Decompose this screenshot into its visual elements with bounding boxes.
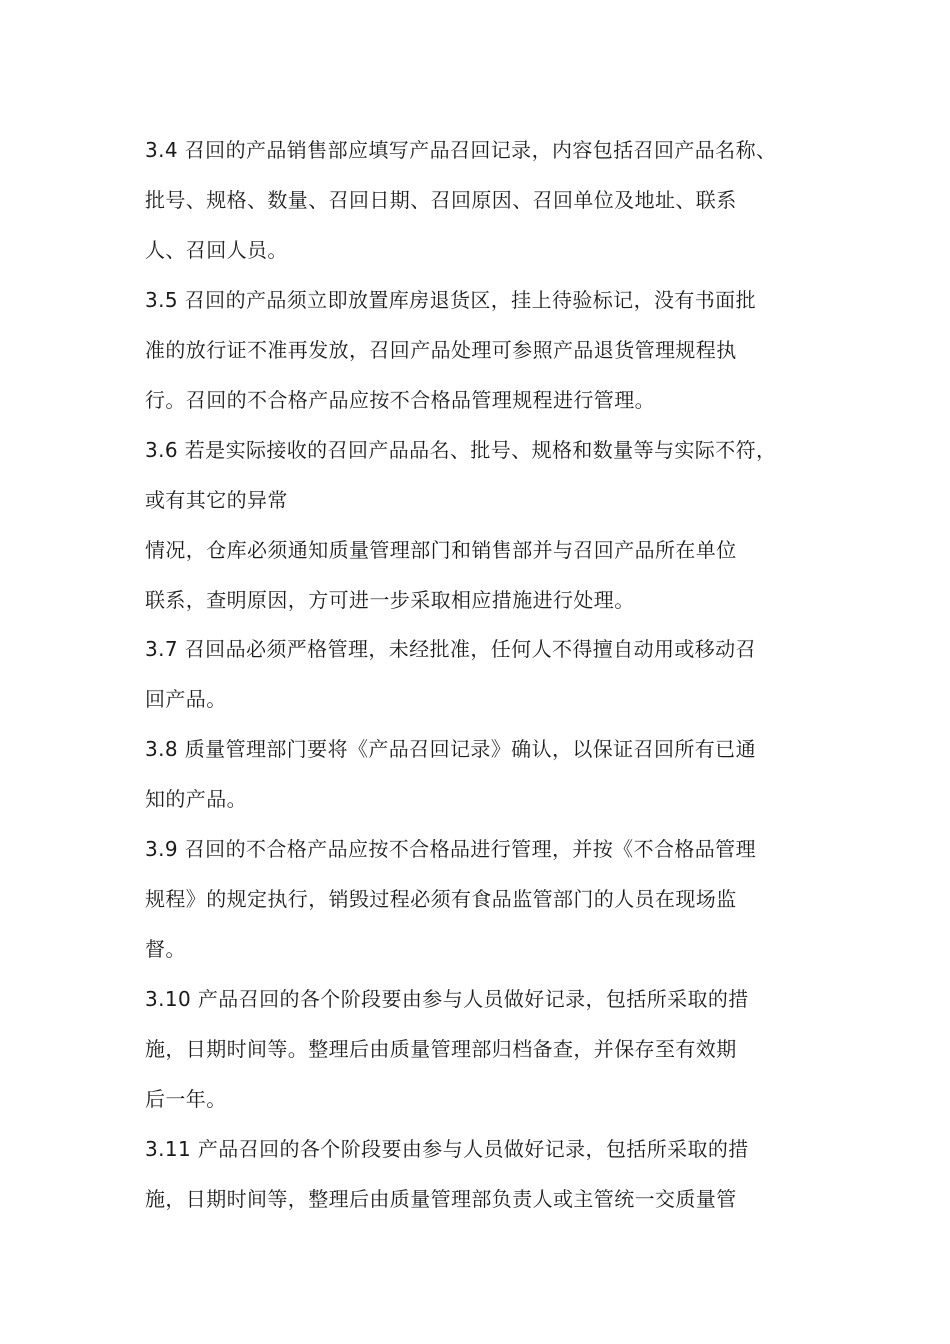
text-line: 规程》的规定执行，销毁过程必须有食品监管部门的人员在现场监 <box>145 887 737 911</box>
text-line: 行。召回的不合格产品应按不合格品管理规程进行管理。 <box>145 388 655 412</box>
text-line: 回产品。 <box>145 687 227 711</box>
text-line: 批号、规格、数量、召回日期、召回原因、召回单位及地址、联系 <box>145 188 737 212</box>
text-line: 后一年。 <box>145 1087 227 1111</box>
text-line: 联系，查明原因，方可进一步采取相应措施进行处理。 <box>145 588 635 612</box>
text-line: 3.6 若是实际接收的召回产品品名、批号、规格和数量等与实际不符， <box>145 438 777 462</box>
text-line: 3.8 质量管理部门要将《产品召回记录》确认，以保证召回所有已通 <box>145 737 756 761</box>
text-line: 3.7 召回品必须严格管理，未经批准，任何人不得擅自动用或移动召 <box>145 637 756 661</box>
text-line: 或有其它的异常 <box>145 488 288 512</box>
text-line: 人、召回人员。 <box>145 238 288 262</box>
text-line: 情况，仓库必须通知质量管理部门和销售部并与召回产品所在单位 <box>145 538 737 562</box>
text-line: 3.4 召回的产品销售部应填写产品召回记录，内容包括召回产品名称、 <box>145 138 777 162</box>
text-line: 施，日期时间等，整理后由质量管理部负责人或主管统一交质量管 <box>145 1187 737 1211</box>
text-line: 督。 <box>145 937 186 961</box>
text-line: 3.10 产品召回的各个阶段要由参与人员做好记录，包括所采取的措 <box>145 987 749 1011</box>
text-line: 3.11 产品召回的各个阶段要由参与人员做好记录，包括所采取的措 <box>145 1137 749 1161</box>
text-line: 准的放行证不准再发放，召回产品处理可参照产品退货管理规程执 <box>145 338 737 362</box>
text-line: 施，日期时间等。整理后由质量管理部归档备查，并保存至有效期 <box>145 1037 737 1061</box>
text-line: 知的产品。 <box>145 787 247 811</box>
text-line: 3.5 召回的产品须立即放置库房退货区，挂上待验标记，没有书面批 <box>145 288 756 312</box>
text-line: 3.9 召回的不合格产品应按不合格品进行管理，并按《不合格品管理 <box>145 837 756 861</box>
